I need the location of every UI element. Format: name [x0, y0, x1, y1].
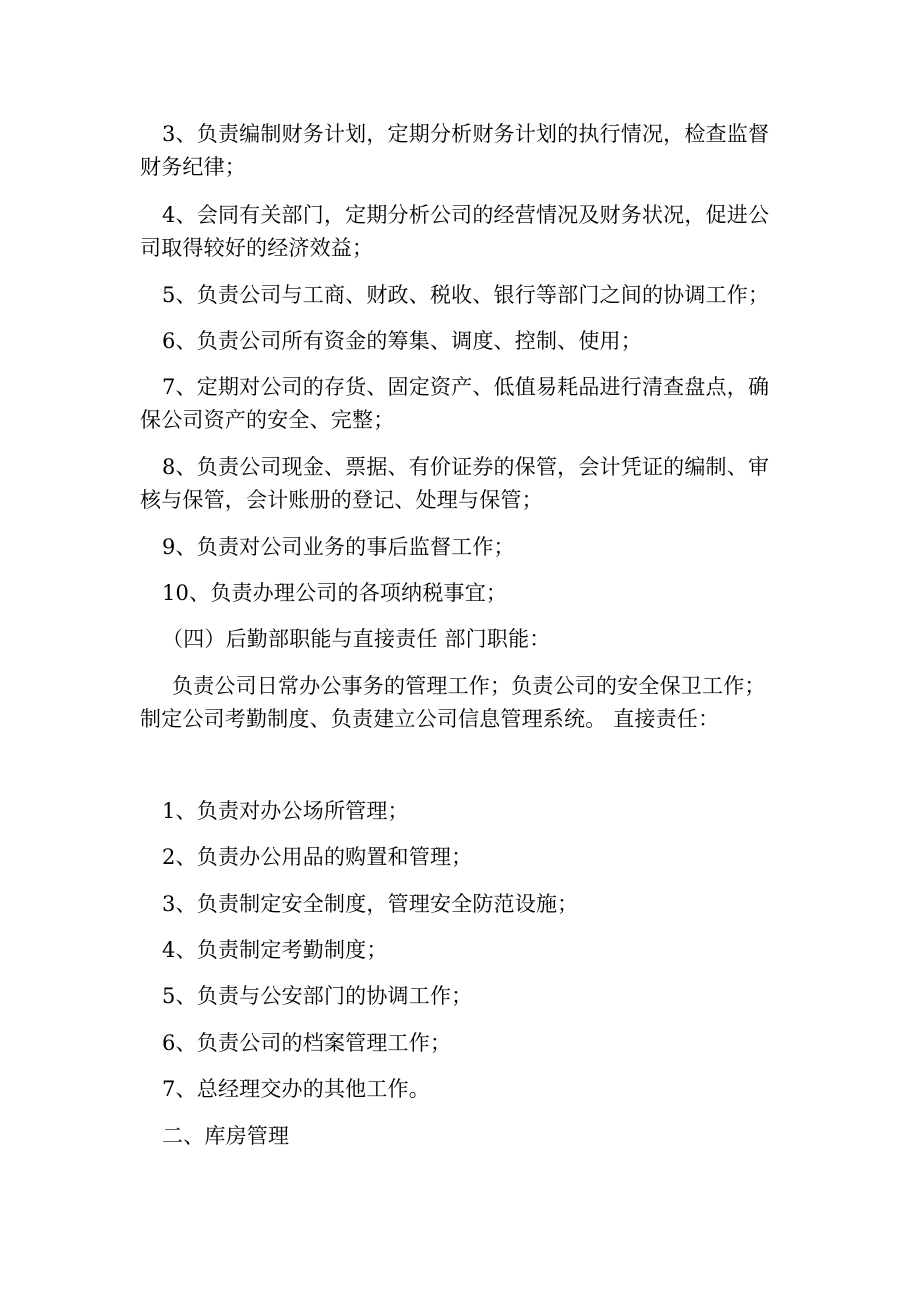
section-heading: （四）后勤部职能与直接责任 部门职能：	[162, 627, 551, 651]
text-line: 6、负责公司所有资金的筹集、调度、控制、使用；	[162, 329, 642, 353]
text-line: 负责公司日常办公事务的管理工作；负责公司的安全保卫工作；	[172, 674, 766, 698]
text-line: 7、总经理交办的其他工作。	[162, 1077, 430, 1101]
text-line: 司取得较好的经济效益；	[140, 236, 374, 260]
text-line: 4、负责制定考勤制度；	[162, 938, 388, 962]
text-line: 8、负责公司现金、票据、有价证券的保管，会计凭证的编制、审	[162, 455, 770, 479]
text-line: 6、负责公司的档案管理工作；	[162, 1031, 452, 1055]
text-line: 制定公司考勤制度、负责建立公司信息管理系统。 直接责任：	[140, 707, 720, 731]
text-line: 核与保管，会计账册的登记、处理与保管；	[140, 488, 543, 512]
text-line: 7、定期对公司的存货、固定资产、低值易耗品进行清查盘点，确	[162, 375, 770, 399]
text-line: 5、负责公司与工商、财政、税收、银行等部门之间的协调工作；	[162, 283, 770, 307]
text-line: 财务纪律；	[140, 155, 246, 179]
text-line: 10、负责办理公司的各项纳税事宜；	[162, 581, 508, 605]
text-line: 4、会同有关部门，定期分析公司的经营情况及财务状况，促进公	[162, 203, 770, 227]
text-line: 2、负责办公用品的购置和管理；	[162, 845, 473, 869]
text-line: 9、负责对公司业务的事后监督工作；	[162, 535, 515, 559]
section-heading: 二、库房管理	[162, 1124, 290, 1148]
text-line: 保公司资产的安全、完整；	[140, 408, 395, 432]
text-line: 3、负责编制财务计划，定期分析财务计划的执行情况，检查监督	[162, 122, 770, 146]
text-line: 3、负责制定安全制度，管理安全防范设施；	[162, 892, 579, 916]
text-line: 5、负责与公安部门的协调工作；	[162, 984, 473, 1008]
text-line: 1、负责对办公场所管理；	[162, 799, 409, 823]
